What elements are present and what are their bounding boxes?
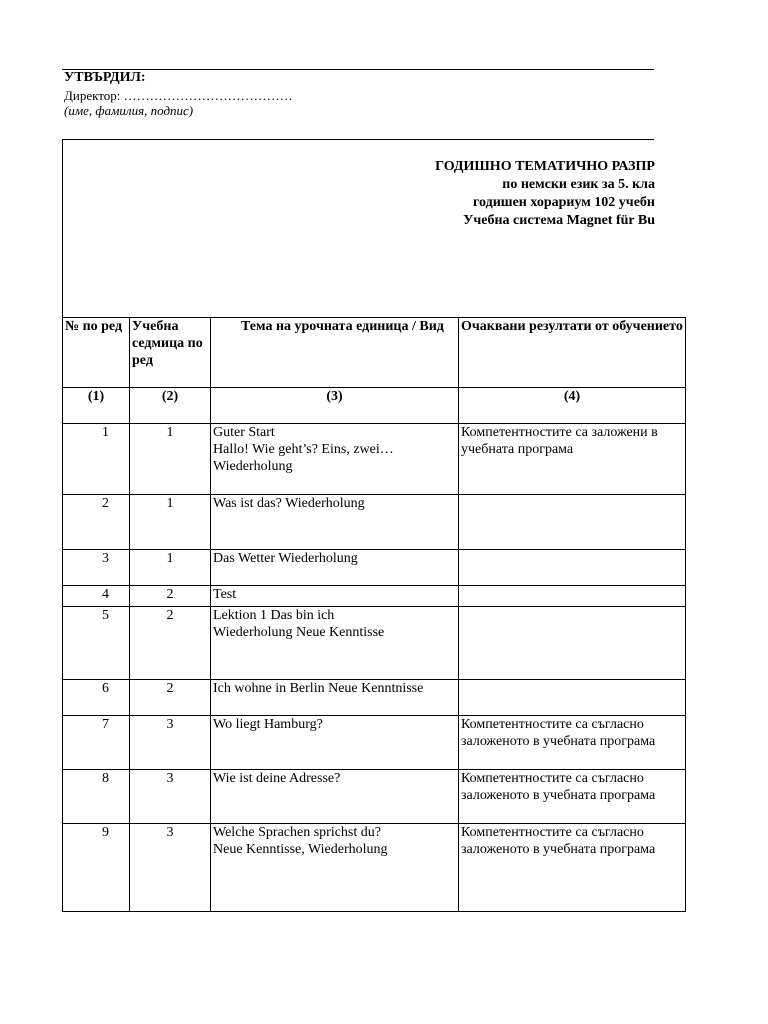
colnum-4: (4) [459,388,686,424]
topic-line: Wie ist deine Adresse? [213,771,341,786]
row-topic [211,680,459,716]
row-no: 5 [63,607,130,680]
column-number-row [63,388,686,424]
topic-line: Test [213,587,237,602]
row-week: 3 [130,824,211,912]
topic-line: Ich wohne in Berlin Neue Kenntnisse [213,681,424,696]
approval-title: УТВЪРДИЛ: [64,70,146,85]
thematic-plan-table [62,317,686,912]
table-header-row [63,318,686,388]
row-result: Компетентностите са съгласно заложеното в учебната програма [459,770,686,824]
director-line: Директор: ………………………………… [64,88,293,103]
colnum-3: (3) [211,388,459,424]
row-no: 2 [63,495,130,550]
topic-line: Lektion 1 Das bin ich [213,608,335,623]
row-topic [211,495,459,550]
row-no: 3 [63,550,130,586]
row-no: 6 [63,680,130,716]
table-row [63,495,686,550]
row-no: 7 [63,716,130,770]
row-topic [211,824,459,912]
hours-line: годишен хорариум 102 учебн [473,195,655,210]
subtitle-line: по немски език за 5. кла [502,177,655,192]
topic-line: Neue Kenntisse, Wiederholung [213,842,388,857]
row-result [459,586,686,607]
table-row [63,680,686,716]
row-result: Компетентностите са съгласно заложеното в учебната програма [459,824,686,912]
table-row [63,424,686,495]
row-result [459,607,686,680]
topic-line: Wiederholung [213,459,293,474]
row-no: 9 [63,824,130,912]
left-border [62,139,63,318]
row-week: 2 [130,607,211,680]
row-week: 3 [130,770,211,824]
row-week: 3 [130,716,211,770]
row-week: 1 [130,495,211,550]
row-no: 8 [63,770,130,824]
header-topic: Тема на урочната единица / Вид [211,318,459,388]
topic-line: Hallo! Wie geht’s? Eins, zwei… [213,442,394,457]
header-results: Очаквани резултати от обучението [459,318,686,388]
row-topic [211,424,459,495]
table-row [63,586,686,607]
row-result: Компетентностите са заложени в учебната програма [459,424,686,495]
row-no: 1 [63,424,130,495]
topic-line: Wiederholung Neue Kenntisse [213,625,385,640]
row-week: 2 [130,680,211,716]
table-row [63,824,686,912]
top-rule [62,69,654,70]
row-topic [211,770,459,824]
signature-note: (име, фамилия, подпис) [64,103,194,118]
row-week: 1 [130,550,211,586]
row-topic [211,586,459,607]
header-no: № по ред [63,318,130,388]
header-week: Учебна седмица по ред [130,318,211,388]
colnum-2: (2) [130,388,211,424]
topic-line: Das Wetter Wiederholung [213,551,358,566]
topic-line: Guter Start [213,425,275,440]
table-row [63,770,686,824]
header-rule [62,139,654,140]
row-result [459,495,686,550]
document-title-block [300,158,655,230]
table-row [63,550,686,586]
topic-line: Welche Sprachen sprichst du? [213,825,381,840]
table-row [63,607,686,680]
row-topic [211,716,459,770]
table-row [63,716,686,770]
row-topic [211,607,459,680]
row-no: 4 [63,586,130,607]
topic-line: Was ist das? Wiederholung [213,496,365,511]
title-line: ГОДИШНО ТЕМАТИЧНО РАЗПР [435,159,655,174]
colnum-1: (1) [63,388,130,424]
topic-line: Wo liegt Hamburg? [213,717,323,732]
row-result [459,680,686,716]
row-week: 1 [130,424,211,495]
row-result: Компетентностите са съгласно заложеното в учебната програма [459,716,686,770]
row-week: 2 [130,586,211,607]
row-result [459,550,686,586]
textbook-line: Учебна система Magnet für Bu [463,213,655,228]
row-topic [211,550,459,586]
